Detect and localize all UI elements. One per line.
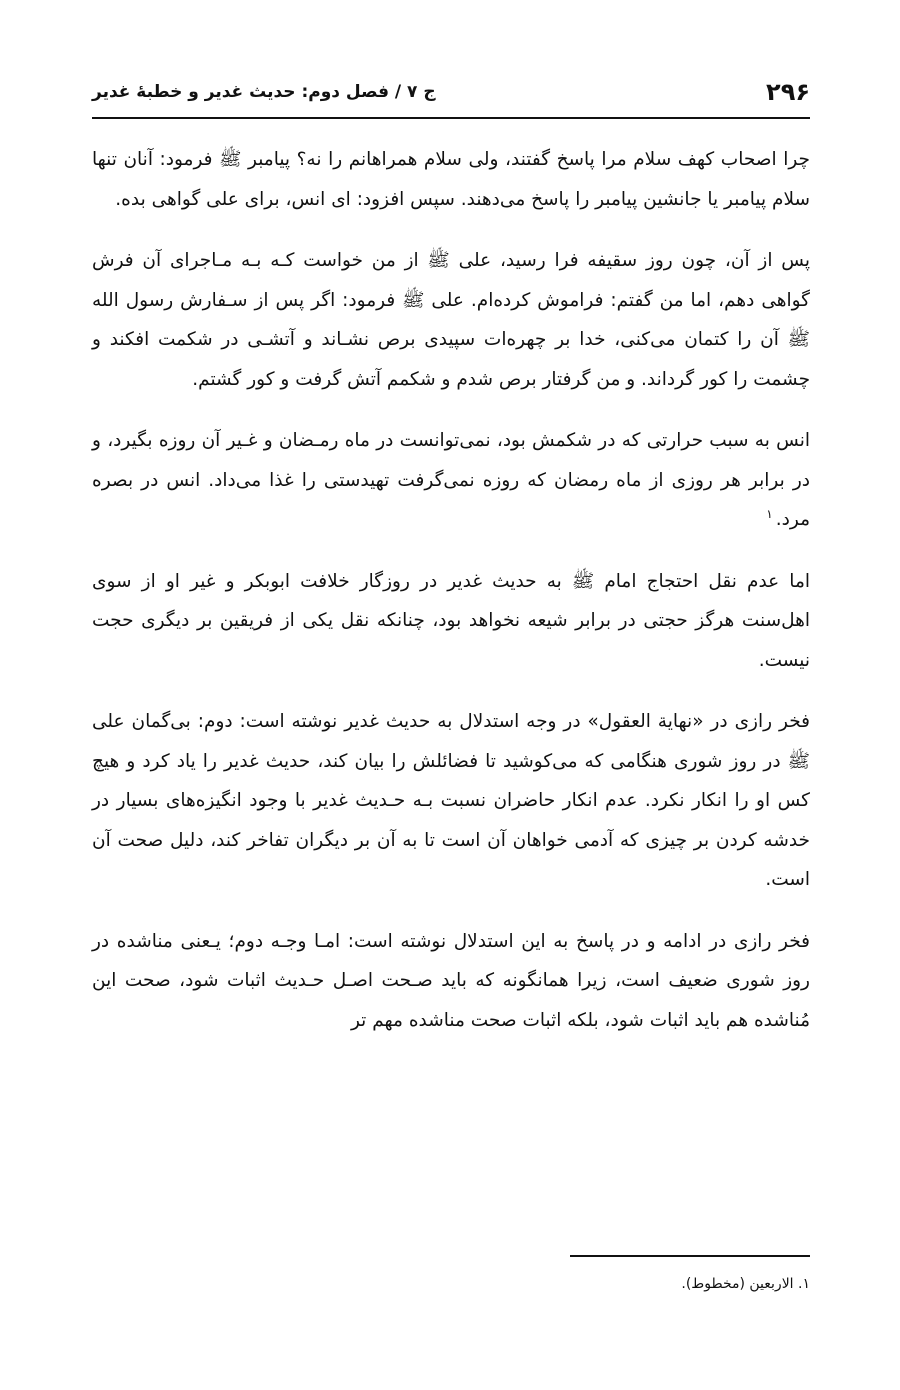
footnote: ۱. الاربعین (مخطوط). bbox=[681, 1276, 810, 1292]
paragraph: پس از آن، چون روز سقیفه فرا رسید، علی ﷺ از من خواست کـه بـه مـاجرای آن فرش گواهی دهم، اما من گفتم: فراموش کرده‌ام. علی ﷺ فرمود: اگر پس از سـفارش رسول الله ﷺ آن را کتمان می‌کنی، خدا بر چهره‌ات سپیدی برص نشـاند و آتشـی در شکمت افکند و چشمت را کور گرداند. و من گرفتار برص شدم و شکمم آتش گرفت و کور گشتم. bbox=[92, 250, 810, 390]
body-text bbox=[92, 140, 810, 1062]
paragraph bbox=[92, 421, 810, 540]
running-header bbox=[92, 72, 810, 112]
footnote-rule bbox=[570, 1255, 810, 1257]
header-rule bbox=[92, 117, 810, 119]
paragraph: فخر رازی در «نهایة العقول» در وجه استدلال به حدیث غدیر نوشته است: دوم: بی‌گمان علی ﷺ در روز شوری هنگامی که می‌کوشید تا فضائلش را بیان کند، حدیث غدیر را یاد کرد و هیچ کس او را انکار نکرد. عدم انکار حاضران نسبت بـه حـدیث غدیر با وجود انگیزه‌های بسیار در خدشه کردن بر چیزی که آدمی خواهان آن است تا به آن بر دیگران تفاخر کند، دلیل صحت آن است. bbox=[92, 711, 810, 890]
page-number: ۲۹۶ bbox=[766, 78, 810, 106]
paragraph-text: انس به سبب حرارتی که در شکمش بود، نمی‌توانست در ماه رمـضان و غـیر آن روزه بگیرد، و در برابر هر روزی از ماه رمضان که روزه نمی‌گرفت تهیدستی را غذا می‌داد. انس در بصره مرد. bbox=[92, 430, 810, 530]
paragraph: چرا اصحاب کهف سلام مرا پاسخ گفتند، ولی سلام همراهانم را نه؟ پیامبر ﷺ فرمود: آنان تنها سلام پیامبر یا جانشین پیامبر را پاسخ می‌دهند. سپس افزود: ای انس، برای علی گواهی بده. bbox=[92, 149, 810, 210]
running-title: ج ۷ / فصل دوم: حدیث غدیر و خطبهٔ غدیر bbox=[92, 82, 436, 102]
footnote-reference[interactable]: ۱ bbox=[766, 506, 773, 521]
paragraph: فخر رازی در ادامه و در پاسخ به این استدلال نوشته است: امـا وجـه دوم؛ یـعنی مناشده در روز شوری ضعیف است، زیرا همانگونه که باید صـحت اصـل حـدیث اثبات شود، صحت این مُناشده هم باید اثبات شود، بلکه اثبات صحت مناشده مهم تر bbox=[92, 930, 810, 1031]
book-page bbox=[92, 0, 810, 1390]
paragraph: اما عدم نقل احتجاج امام ﷺ به حدیث غدیر در روزگار خلافت ابوبکر و غیر او از سوی اهل‌سنت هرگز حجتی در برابر شیعه نخواهد بود، چنانکه نقل یکی از فریقین بر دیگری حجت نیست. bbox=[92, 570, 810, 671]
